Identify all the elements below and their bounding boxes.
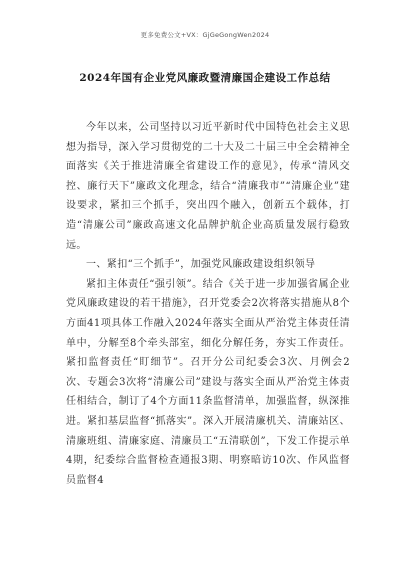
- document-body: [66, 118, 350, 490]
- section-heading-1: 一、紧扣“三个抓手”，加强党风廉政建设组织领导: [86, 259, 316, 271]
- intro-paragraph: 今年以来，公司坚持以习近平新时代中国特色社会主义思想为指导，深入学习贯彻党的二十大及二十届三中全会精神全面落实《关于推进清廉全省建设工作的意见》，传承“清风交控、廉行天下”廉政文化理念，结合“清廉我市”“清廉企业”建设要求，紧扣三个抓手，突出四个融入，创新五个载体，打造“清廉公司”廉政高速文化品牌护航企业高质量发展行稳致远。: [66, 122, 350, 251]
- document-title: 2024年国有企业党风廉政暨清廉国企建设工作总结: [79, 72, 331, 84]
- section-1-paragraph: 紧扣主体责任“强引领”。结合《关于进一步加强省属企业党风廉政建设的若干措施》，召开党委会2次将落实措施从8个方面41项具体工作融入2024年落实全面从严治党主体责任清单中，分解至8个牵头部室，细化分解任务，夯实工作责任。紧扣监督责任“盯细节”。召开分公司纪委会3次、月例会2次、专题会3次将“清廉公司”建设与落实全面从严治党主体责任相结合，制订了4个方面11条监督清单，加强监督，纵深推进。紧扣基层监督“抓落实”。深入开展清廉机关、清廉站区、清廉班组、清廉家庭、清廉员工“五清联创”，下发工作提示单4期，纪委综合监督检查通报3期、明察暗访10次、作风监督员监督4: [66, 278, 350, 486]
- header-note: 更多免费公文+VX：GjGeGongWen2024: [140, 31, 270, 39]
